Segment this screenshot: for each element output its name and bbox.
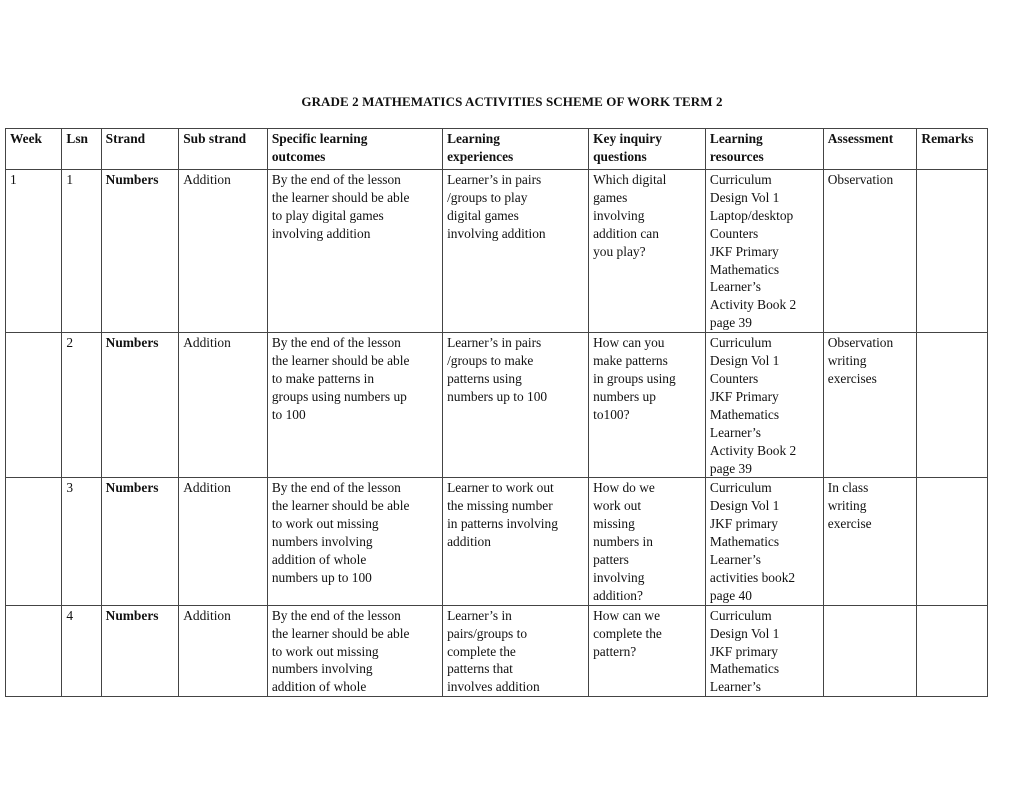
cell-sub-strand: Addition: [179, 333, 268, 478]
header-strand: Strand: [101, 129, 179, 170]
header-lsn: Lsn: [62, 129, 101, 170]
cell-assessment: Observation: [823, 170, 917, 333]
cell-questions: How do we work out missing numbers in patters involving addition?: [589, 478, 706, 605]
header-outcomes: Specific learning outcomes: [267, 129, 442, 170]
header-resources: Learning resources: [705, 129, 823, 170]
cell-assessment: Observation writing exercises: [823, 333, 917, 478]
header-week: Week: [6, 129, 62, 170]
cell-strand: Numbers: [101, 605, 179, 697]
cell-questions: How can we complete the pattern?: [589, 605, 706, 697]
cell-lsn: 4: [62, 605, 101, 697]
cell-lsn: 1: [62, 170, 101, 333]
cell-lsn: 3: [62, 478, 101, 605]
header-experiences: Learning experiences: [443, 129, 589, 170]
cell-resources: Curriculum Design Vol 1 Laptop/desktop Counters JKF Primary Mathematics Learner’s Activity Book 2 page 39: [705, 170, 823, 333]
cell-assessment: [823, 605, 917, 697]
table-header-row: [6, 129, 988, 170]
cell-sub-strand: Addition: [179, 170, 268, 333]
cell-week: [6, 333, 62, 478]
cell-lsn: 2: [62, 333, 101, 478]
cell-remarks: [917, 605, 988, 697]
header-remarks: Remarks: [917, 129, 988, 170]
cell-strand: Numbers: [101, 333, 179, 478]
cell-remarks: [917, 170, 988, 333]
table-row: [6, 605, 988, 697]
cell-remarks: [917, 478, 988, 605]
cell-strand: Numbers: [101, 170, 179, 333]
header-sub-strand: Sub strand: [179, 129, 268, 170]
cell-sub-strand: Addition: [179, 605, 268, 697]
cell-sub-strand: Addition: [179, 478, 268, 605]
cell-questions: How can you make patterns in groups using numbers up to100?: [589, 333, 706, 478]
cell-resources: Curriculum Design Vol 1 JKF primary Mathematics Learner’s activities book2 page 40: [705, 478, 823, 605]
document-title: GRADE 2 MATHEMATICS ACTIVITIES SCHEME OF WORK TERM 2: [301, 94, 723, 109]
cell-remarks: [917, 333, 988, 478]
header-questions: Key inquiry questions: [589, 129, 706, 170]
table-row: [6, 170, 988, 333]
cell-outcomes: By the end of the lesson the learner should be able to work out missing numbers involving addition of whole: [267, 605, 442, 697]
cell-experiences: Learner’s in pairs /groups to play digital games involving addition: [443, 170, 589, 333]
table-row: [6, 478, 988, 605]
cell-resources: Curriculum Design Vol 1 Counters JKF Primary Mathematics Learner’s Activity Book 2 page 39: [705, 333, 823, 478]
cell-week: [6, 478, 62, 605]
cell-experiences: Learner’s in pairs /groups to make patterns using numbers up to 100: [443, 333, 589, 478]
cell-assessment: In class writing exercise: [823, 478, 917, 605]
cell-questions: Which digital games involving addition can you play?: [589, 170, 706, 333]
scheme-of-work-table: [5, 128, 988, 697]
cell-outcomes: By the end of the lesson the learner should be able to play digital games involving addition: [267, 170, 442, 333]
cell-week: 1: [6, 170, 62, 333]
cell-week: [6, 605, 62, 697]
cell-outcomes: By the end of the lesson the learner should be able to work out missing numbers involving addition of whole numbers up to 100: [267, 478, 442, 605]
cell-experiences: Learner to work out the missing number in patterns involving addition: [443, 478, 589, 605]
cell-outcomes: By the end of the lesson the learner should be able to make patterns in groups using numbers up to 100: [267, 333, 442, 478]
header-assessment: Assessment: [823, 129, 917, 170]
cell-resources: Curriculum Design Vol 1 JKF primary Mathematics Learner’s: [705, 605, 823, 697]
table-row: [6, 333, 988, 478]
cell-strand: Numbers: [101, 478, 179, 605]
cell-experiences: Learner’s in pairs/groups to complete the patterns that involves addition: [443, 605, 589, 697]
